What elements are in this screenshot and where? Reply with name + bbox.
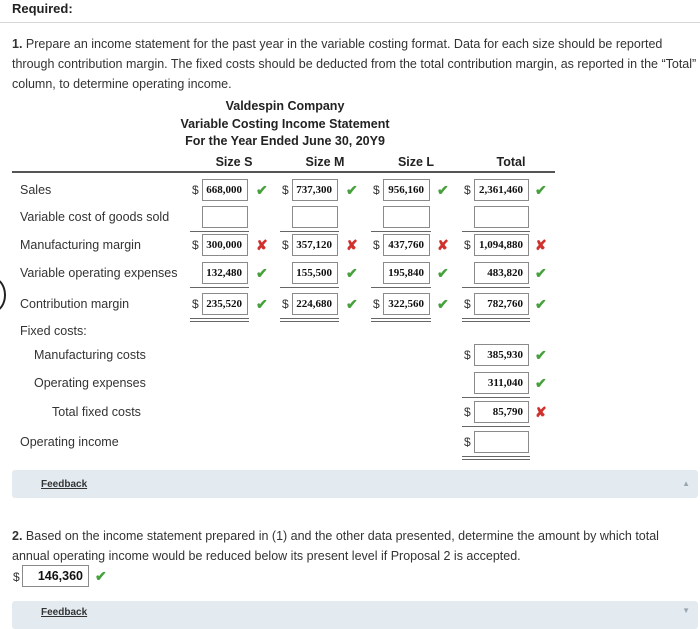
check-icon: ✔ <box>256 265 268 281</box>
contribution-margin-double-underline-size-m <box>280 318 339 322</box>
contribution-margin-dollar-size-s: $ <box>192 297 199 311</box>
cross-icon: ✘ <box>535 404 547 420</box>
contribution-margin-label: Contribution margin <box>20 297 130 311</box>
operating-income-label: Operating income <box>20 435 119 449</box>
part1-number: 1. <box>12 37 23 51</box>
cross-icon: ✘ <box>256 237 268 253</box>
col-size-m: Size M <box>305 155 345 169</box>
variable-operating-underline-size-m <box>280 287 339 288</box>
part2-check-icon: ✔ <box>95 568 107 584</box>
col-total: Total <box>496 155 526 169</box>
check-icon: ✔ <box>346 265 358 281</box>
operating-expenses-input-total[interactable]: 311,040 <box>474 372 529 394</box>
check-icon: ✔ <box>256 296 268 312</box>
contribution-margin-input-size-l[interactable]: 322,560 <box>383 293 430 315</box>
feedback-bar-part1[interactable] <box>12 470 698 498</box>
variable-operating-input-size-m[interactable]: 155,500 <box>292 262 338 284</box>
col-size-l: Size L <box>397 155 435 169</box>
total-fixed-label: Total fixed costs <box>52 405 141 419</box>
check-icon: ✔ <box>535 265 547 281</box>
total-fixed-underline-total <box>462 426 530 427</box>
expand-triangle-icon[interactable]: ▲ <box>682 479 690 488</box>
operating-expenses-label: Operating expenses <box>34 376 146 390</box>
statement-period: For the Year Ended June 30, 20Y9 <box>185 134 385 148</box>
part2-dollar-sign: $ <box>13 570 20 584</box>
operating-income-double-underline-total <box>462 456 530 460</box>
manufacturing-margin-input-total[interactable]: 1,094,880 <box>474 234 529 256</box>
part1-instructions <box>12 34 698 94</box>
statement-title: Variable Costing Income Statement <box>180 117 390 131</box>
manufacturing-costs-label: Manufacturing costs <box>34 348 146 362</box>
variable-cogs-underline-size-m <box>280 231 339 232</box>
variable-operating-underline-size-s <box>190 287 249 288</box>
part2-number: 2. <box>12 529 23 543</box>
check-icon: ✔ <box>346 296 358 312</box>
header-rule <box>12 171 555 173</box>
sales-dollar-size-l: $ <box>373 183 380 197</box>
check-icon: ✔ <box>535 296 547 312</box>
manufacturing-margin-dollar-size-s: $ <box>192 238 199 252</box>
sales-input-total[interactable]: 2,361,460 <box>474 179 529 201</box>
manufacturing-margin-dollar-size-m: $ <box>282 238 289 252</box>
check-icon: ✔ <box>535 347 547 363</box>
sales-dollar-size-m: $ <box>282 183 289 197</box>
check-icon: ✔ <box>437 182 449 198</box>
sales-input-size-s[interactable]: 668,000 <box>202 179 248 201</box>
contribution-margin-input-total[interactable]: 782,760 <box>474 293 529 315</box>
contribution-margin-double-underline-total <box>462 318 530 322</box>
cross-icon: ✘ <box>437 237 449 253</box>
manufacturing-margin-dollar-total: $ <box>464 238 471 252</box>
check-icon: ✔ <box>535 182 547 198</box>
manufacturing-margin-input-size-s[interactable]: 300,000 <box>202 234 248 256</box>
variable-operating-underline-size-l <box>371 287 431 288</box>
company-name: Valdespin Company <box>225 99 345 113</box>
check-icon: ✔ <box>256 182 268 198</box>
check-icon: ✔ <box>437 265 449 281</box>
contribution-margin-input-size-s[interactable]: 235,520 <box>202 293 248 315</box>
contribution-margin-dollar-size-l: $ <box>373 297 380 311</box>
contribution-margin-input-size-m[interactable]: 224,680 <box>292 293 338 315</box>
variable-cogs-input-total[interactable] <box>474 206 529 228</box>
manufacturing-margin-input-size-l[interactable]: 437,760 <box>383 234 430 256</box>
variable-operating-input-size-s[interactable]: 132,480 <box>202 262 248 284</box>
operating-income-input-total[interactable] <box>474 431 529 453</box>
feedback-link-part2[interactable]: Feedback <box>41 607 88 618</box>
feedback-bar-part2[interactable] <box>12 601 698 629</box>
total-fixed-input-total[interactable]: 85,790 <box>474 401 529 423</box>
variable-cogs-underline-total <box>462 231 530 232</box>
check-icon: ✔ <box>346 182 358 198</box>
contribution-margin-double-underline-size-l <box>371 318 431 322</box>
sales-dollar-size-s: $ <box>192 183 199 197</box>
part1-text: Prepare an income statement for the past year in the variable costing format. Data for each size should be reported through contribution margin. The fixed costs should be deducted from the total contribution margin, as reported in the “Total” column, to determine operating income. <box>12 37 697 91</box>
required-heading: Required: <box>12 1 73 16</box>
manufacturing-margin-label: Manufacturing margin <box>20 238 141 252</box>
manufacturing-costs-input-total[interactable]: 385,930 <box>474 344 529 366</box>
sales-dollar-total: $ <box>464 183 471 197</box>
contribution-margin-double-underline-size-s <box>190 318 249 322</box>
total-fixed-dollar-total: $ <box>464 405 471 419</box>
contribution-margin-dollar-size-m: $ <box>282 297 289 311</box>
cross-icon: ✘ <box>346 237 358 253</box>
check-icon: ✔ <box>437 296 449 312</box>
fixed-costs-label: Fixed costs: <box>20 324 87 338</box>
col-size-s: Size S <box>215 155 253 169</box>
sales-label: Sales <box>20 183 52 197</box>
manufacturing-costs-dollar-total: $ <box>464 348 471 362</box>
feedback-link-part1[interactable]: Feedback <box>41 479 88 490</box>
variable-operating-label: Variable operating expenses <box>20 266 178 280</box>
part2-instructions <box>12 526 698 566</box>
manufacturing-margin-dollar-size-l: $ <box>373 238 380 252</box>
variable-operating-input-size-l[interactable]: 195,840 <box>383 262 430 284</box>
variable-cogs-input-size-s[interactable] <box>202 206 248 228</box>
edge-circle-decoration <box>0 278 6 312</box>
variable-cogs-underline-size-l <box>371 231 431 232</box>
variable-operating-underline-total <box>462 287 530 288</box>
operating-income-dollar-total: $ <box>464 435 471 449</box>
operating-expenses-underline-total <box>462 397 530 398</box>
part2-text: Based on the income statement prepared in (1) and the other data presented, determine the amount by which total annual operating income would be reduced below its present level if Proposal 2 is accepted. <box>12 529 659 563</box>
part2-answer-input[interactable]: 146,360 <box>22 565 89 587</box>
collapse-triangle-icon[interactable]: ▼ <box>682 606 690 615</box>
variable-cogs-input-size-m[interactable] <box>292 206 338 228</box>
variable-cogs-underline-size-s <box>190 231 249 232</box>
contribution-margin-dollar-total: $ <box>464 297 471 311</box>
variable-cogs-label: Variable cost of goods sold <box>20 210 170 224</box>
check-icon: ✔ <box>535 375 547 391</box>
top-divider <box>0 22 700 23</box>
sales-input-size-m[interactable]: 737,300 <box>292 179 338 201</box>
variable-cogs-input-size-l[interactable] <box>383 206 430 228</box>
variable-operating-input-total[interactable]: 483,820 <box>474 262 529 284</box>
manufacturing-margin-input-size-m[interactable]: 357,120 <box>292 234 338 256</box>
cross-icon: ✘ <box>535 237 547 253</box>
sales-input-size-l[interactable]: 956,160 <box>383 179 430 201</box>
